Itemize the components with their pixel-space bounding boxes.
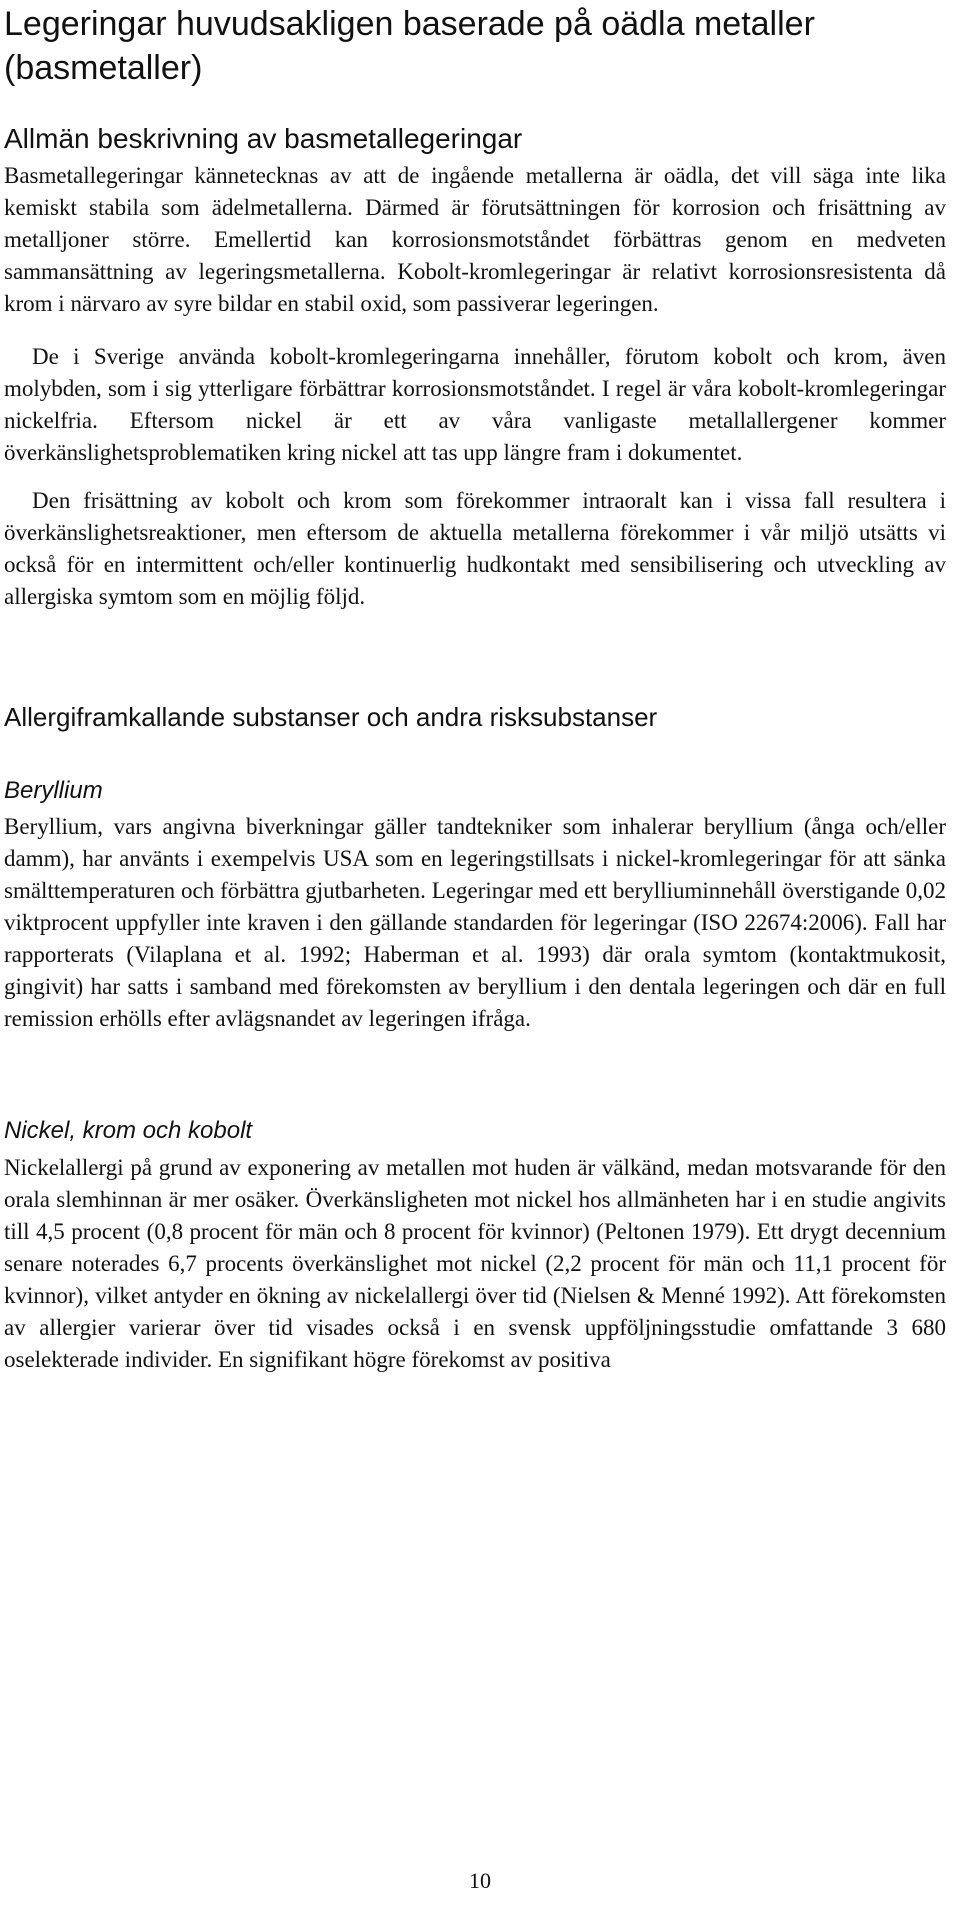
subsection-heading-beryllium: Beryllium xyxy=(4,777,103,804)
section-heading-general: Allmän beskrivning av basmetallegeringar xyxy=(4,123,523,154)
paragraph-general-3: Den frisättning av kobolt och krom som förekommer intraoralt kan i vissa fall resultera i överkänslighetsreaktioner, men eftersom de aktuella metallerna förekommer i vår miljö utsätts vi också för en intermittent och/eller kontinuerlig hudkontakt med sensibilisering och utveckling av allergiska symtom som en möjlig följd. xyxy=(4,488,946,609)
paragraph-general-1: Basmetallegeringar kännetecknas av att de ingående metallerna är oädla, det vill säga inte lika kemiskt stabila som ädelmetallerna. Därmed är förutsättningen för korrosion och frisättning av metalljoner större. Emellertid kan korrosionsmotståndet förbättras genom en medveten sammansättning av legeringsmetallerna. Kobolt-kromlegeringar är relativt korrosionsresistenta då krom i närvaro av syre bildar en stabil oxid, som passiverar legeringen. xyxy=(4,163,946,316)
paragraph-general-2: De i Sverige använda kobolt-kromlegeringarna innehåller, förutom kobolt och krom, även molybden, som i sig ytterligare förbättrar korrosionsmotståndet. I regel är våra kobolt-kromlegeringar nickelfria. Eftersom nickel är ett av våra vanligaste metallallergener kommer överkänslighetsproblematiken kring nickel att tas upp längre fram i dokumentet. xyxy=(4,344,946,465)
page-title: Legeringar huvudsakligen baserade på oädla metaller (basmetaller) xyxy=(4,5,815,87)
section-heading-allergens: Allergiframkallande substanser och andra risksubstanser xyxy=(4,702,658,732)
subsection-heading-nickel: Nickel, krom och kobolt xyxy=(4,1117,253,1144)
paragraph-nickel: Nickelallergi på grund av exponering av metallen mot huden är välkänd, medan motsvarande för den orala slemhinnan är mer osäker. Överkänsligheten mot nickel hos allmänheten har i en studie angivits till 4,5 procent (0,8 procent för män och 8 procent för kvinnor) (Peltonen 1979). Ett drygt decennium senare noterades 6,7 procents överkänslighet mot nickel (2,2 procent för män och 11,1 procent för kvinnor), vilket antyder en ökning av nickelallergi över tid (Nielsen & Menné 1992). Att förekomsten av allergier varierar över tid visades också i en svensk uppföljningsstudie omfattande 3 680 oselekterade individer. En signifikant högre förekomst av positiva xyxy=(4,1155,946,1372)
paragraph-beryllium: Beryllium, vars angivna biverkningar gäller tandtekniker som inhalerar beryllium (ånga och/eller damm), har använts i exempelvis USA som en legeringstillsats i nickel-kromlegeringar för att sänka smälttemperaturen och förbättra gjutbarheten. Legeringar med ett berylliuminnehåll överstigande 0,02 viktprocent uppfyller inte kraven i den gällande standarden för legeringar (ISO 22674:2006). Fall har rapporterats (Vilaplana et al. 1992; Haberman et al. 1993) där orala symtom (kontaktmukosit, gingivit) har satts i samband med förekomsten av beryllium i den dentala legeringen och där en full remission erhölls efter avlägsnandet av legeringen ifråga. xyxy=(4,814,946,1031)
page-number: 10 xyxy=(469,1868,491,1893)
